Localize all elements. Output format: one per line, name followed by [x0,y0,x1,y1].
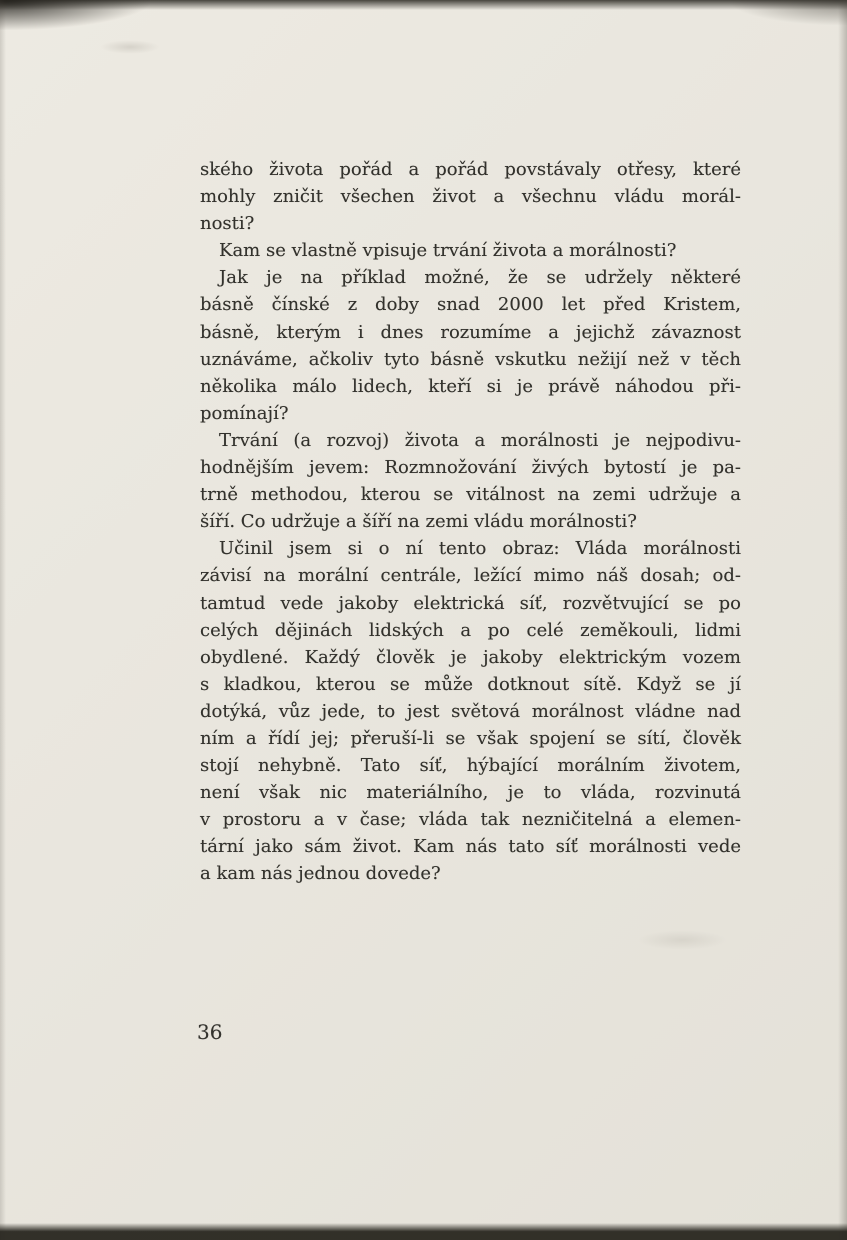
text-line: ním a řídí jej; přeruší-li se však spojení se sítí, člověk [200,727,741,749]
paper-stain [100,40,160,54]
text-line: několika málo lidech, kteří si je právě náhodou při- [200,375,741,397]
text-line: v prostoru a v čase; vláda tak nezničitelná a elemen- [200,809,741,831]
text-line: básně čínské z doby snad 2000 let před Kristem, [200,294,741,316]
text-line: stojí nehybně. Tato síť, hýbající morálním životem, [200,755,741,777]
text-line: tární jako sám život. Kam nás tato síť morálnosti vede [200,836,741,858]
text-line: Učinil jsem si o ní tento obraz: Vláda morálnosti [219,538,741,560]
scan-edge-top [0,0,847,10]
text-line: dotýká, vůz jede, to jest světová morálnost vládne nad [200,700,741,722]
text-line: tamtud vede jakoby elektrická síť, rozvětvující se po [200,592,741,614]
text-line: celých dějinách lidských a po celé zeměkouli, lidmi [200,619,741,641]
text-block [200,156,741,888]
page-number: 36 [197,1020,223,1044]
paper-stain [637,930,727,950]
text-line: nosti? [200,213,255,235]
text-line: obydlené. Každý člověk je jakoby elektrickým vozem [200,646,741,668]
text-line: Kam se vlastně vpisuje trvání života a morálnosti? [219,240,677,262]
text-line: není však nic materiálního, je to vláda, rozvinutá [200,782,741,804]
text-line: ského života pořád a pořád povstávaly otřesy, které [200,159,741,180]
text-line: Trvání (a rozvoj) života a morálnosti je nejpodivu- [219,429,741,451]
scan-edge-right [838,0,847,1240]
text-line: závisí na morální centrále, ležící mimo náš dosah; od- [200,565,741,587]
scan-edge-bottom [0,1223,847,1240]
scan-edge-left [0,0,6,1240]
text-line: básně, kterým i dnes rozumíme a jejichž závaznost [200,321,741,343]
text-line: pomínají? [200,402,289,424]
scan-corner-top-left [0,0,150,30]
scan-corner-top-right [727,0,847,26]
text-line: šíří. Co udržuje a šíří na zemi vládu morálnosti? [200,511,637,533]
text-line: hodnějším jevem: Rozmnožování živých bytostí je pa- [200,457,741,479]
text-line: uznáváme, ačkoliv tyto básně vskutku nežijí než v těch [200,348,741,370]
text-line: mohly zničit všechen život a všechnu vládu morál- [200,186,741,208]
text-line: trně methodou, kterou se vitálnost na zemi udržuje a [200,484,741,506]
text-line: a kam nás jednou dovede? [200,863,441,885]
text-line: Jak je na příklad možné, že se udržely některé [219,267,741,289]
text-line: s kladkou, kterou se může dotknout sítě. Když se jí [200,673,741,695]
